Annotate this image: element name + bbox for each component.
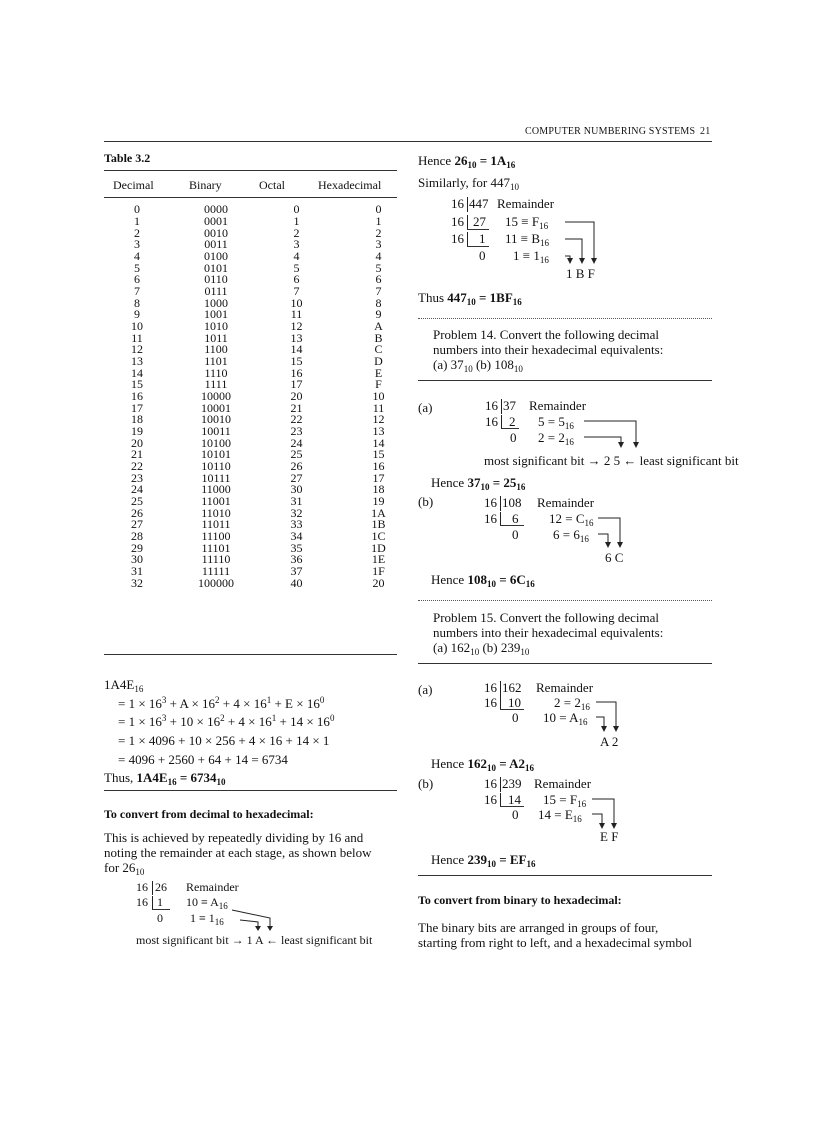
cell-octal: 26	[290, 459, 303, 474]
cell-hex: E	[374, 365, 383, 380]
cell-octal: 11	[290, 307, 303, 322]
cell-binary: 1010	[204, 319, 228, 334]
problem15-bottom-rule	[418, 663, 712, 664]
cell-octal: 4	[293, 249, 300, 264]
div447-underline-3	[467, 246, 489, 247]
div447-bracket-2	[467, 215, 468, 229]
table-header-decimal: Decimal	[113, 178, 154, 192]
cell-binary: 1001	[204, 307, 228, 322]
cell-hex: 1C	[371, 529, 386, 544]
problem15-line-1: Problem 15. Convert the following decimal	[433, 610, 660, 625]
sol14a-r1-number: 37	[503, 398, 516, 413]
div447-r2-divisor: 16	[451, 214, 464, 229]
cell-decimal: 7	[134, 284, 140, 299]
cell-binary: 10000	[201, 389, 231, 404]
cell-binary: 0011	[204, 237, 228, 252]
cell-hex: 8	[375, 295, 382, 310]
table-bottom-rule	[104, 654, 397, 655]
cell-binary: 11110	[201, 552, 231, 567]
cell-decimal: 28	[131, 529, 143, 544]
cell-hex: 0	[375, 202, 382, 217]
expr-line-1: = $1 \times 16^3 + A \times 16^2 + 4 \times 16^1 + E \times 16^0$	[118, 695, 325, 711]
cell-octal: 22	[290, 412, 303, 427]
sol15a-hence: Hence $162_{10} = A2_{16}$	[431, 756, 535, 773]
sol14b-r1-divisor: 16	[484, 495, 497, 510]
cell-binary: 10010	[201, 412, 231, 427]
sol14b-label: (b)	[418, 494, 434, 509]
div447-r4-remainder: $1 \equiv 1_{16}$	[513, 248, 549, 265]
cell-binary: 0101	[204, 260, 228, 275]
cell-hex: 10	[372, 389, 385, 404]
div26-r2-divisor: 16	[136, 895, 148, 909]
sol14a-bracket-1	[501, 399, 502, 414]
cell-octal: 2	[293, 225, 300, 240]
table-header-octal: Octal	[259, 178, 285, 192]
sol14a-msb-text: most significant bit → 2 5 ← least significant bit	[484, 453, 739, 468]
cell-decimal: 23	[131, 470, 143, 485]
cell-decimal: 10	[131, 319, 143, 334]
cell-binary: 11001	[201, 494, 231, 509]
cell-binary: 11111	[201, 564, 231, 579]
cell-binary: 11010	[201, 505, 231, 520]
cell-decimal: 29	[131, 540, 143, 555]
table-top-rule	[104, 170, 397, 171]
cell-decimal: 11	[131, 330, 143, 345]
sol15b-label: (b)	[418, 776, 434, 791]
div26-r3-remainder: $1 \equiv 1_{16}$	[190, 911, 224, 927]
cell-hex: D	[374, 354, 383, 369]
cell-hex: 1A	[371, 505, 386, 520]
cell-octal: 15	[290, 354, 303, 369]
cell-decimal: 16	[131, 389, 143, 404]
cell-binary: 100000	[198, 575, 234, 590]
cell-octal: 33	[290, 517, 303, 532]
sol15b-remainder-label: Remainder	[534, 776, 592, 791]
div26-r1-number: 26	[155, 880, 167, 894]
cell-hex: 4	[375, 249, 382, 264]
cell-decimal: 3	[134, 237, 140, 252]
cell-octal: 10	[290, 295, 303, 310]
cell-octal: 37	[290, 564, 303, 579]
cell-decimal: 2	[134, 225, 140, 240]
cell-octal: 17	[290, 377, 303, 392]
cell-hex: 17	[372, 470, 385, 485]
cell-hex: 11	[372, 400, 385, 415]
cell-binary: 1011	[204, 330, 228, 345]
div447-r4-number: 0	[479, 248, 486, 263]
sol14b-remainder-label: Remainder	[537, 495, 595, 510]
div26-r3-number: 0	[157, 911, 163, 925]
cell-hex: 16	[372, 459, 385, 474]
problem14-bottom-rule	[418, 380, 712, 381]
sol15a-label: (a)	[418, 682, 433, 697]
div26-arrows	[228, 900, 278, 934]
problem14-line-3: (a) $37_{10}$ (b) $108_{10}$	[433, 357, 523, 374]
sol14a-r3-number: 0	[510, 430, 517, 445]
sol15a-bracket-2	[500, 696, 501, 709]
cell-hex: 18	[372, 482, 385, 497]
div447-r3-number: 1	[479, 231, 486, 246]
cell-octal: 3	[293, 237, 300, 252]
sol14b-r2-divisor: 16	[484, 511, 497, 526]
cell-decimal: 14	[131, 365, 143, 380]
cell-binary: 0100	[204, 249, 228, 264]
thus-447: Thus $447_{10} = 1BF_{16}$	[418, 290, 522, 307]
cell-decimal: 24	[131, 482, 143, 497]
cell-hex: 9	[375, 307, 382, 322]
sol15a-r2-remainder: $2 = 2_{16}$	[554, 695, 590, 712]
cell-hex: 7	[375, 284, 382, 299]
cell-hex: 1	[375, 214, 382, 228]
sol14b-arrows	[596, 513, 626, 551]
table-caption: Table 3.2	[104, 151, 151, 165]
problem14-line-1: Problem 14. Convert the following decimal	[433, 327, 660, 342]
div26-msb-text: most significant bit → 1 A ← least significant bit	[136, 933, 373, 947]
cell-binary: 1110	[204, 365, 228, 380]
cell-binary: 0110	[204, 272, 228, 287]
cell-hex: 1F	[372, 564, 385, 579]
cell-decimal: 21	[131, 447, 143, 462]
cell-decimal: 1	[134, 214, 140, 228]
cell-decimal: 6	[134, 272, 140, 287]
div447-bracket-1	[467, 197, 468, 212]
sol14a-r2-remainder: $5 = 5_{16}$	[538, 414, 574, 431]
sol15a-bracket-1	[500, 681, 501, 696]
cell-octal: 36	[290, 552, 303, 567]
cell-binary: 1101	[204, 354, 228, 369]
div447-remainder-label: Remainder	[497, 196, 555, 211]
cell-binary: 11101	[201, 540, 231, 555]
para2-line-1: The binary bits are arranged in groups of four,	[418, 920, 659, 935]
cell-octal: 32	[290, 505, 303, 520]
cell-decimal: 8	[134, 295, 140, 310]
sol15a-r1-divisor: 16	[484, 680, 497, 695]
cell-decimal: 32	[131, 575, 143, 590]
problem14-line-2: numbers into their hexadecimal equivalents:	[433, 342, 664, 357]
sol14b-result: 6 C	[605, 550, 624, 565]
div447-r1-divisor: 16	[451, 196, 464, 211]
div447-r1-number: 447	[469, 196, 489, 211]
cell-binary: 1100	[204, 342, 228, 357]
cell-hex: 20	[372, 575, 385, 590]
cell-hex: 2	[375, 225, 382, 240]
cell-octal: 25	[290, 447, 303, 462]
sol15b-bracket-1	[500, 777, 501, 792]
cell-octal: 21	[290, 400, 303, 415]
cell-hex: 5	[375, 260, 382, 275]
sol14a-label: (a)	[418, 400, 433, 415]
expr-line-3: = 1 × 4096 + 10 × 256 + 4 × 16 + 14 × 1	[118, 733, 330, 748]
sol15b-hence: Hence $239_{10} = EF_{16}$	[431, 852, 536, 869]
heading-dec-to-hex: To convert from decimal to hexadecimal:	[104, 807, 314, 821]
problem15-top-rule	[418, 600, 712, 601]
cell-decimal: 26	[131, 505, 143, 520]
header-rule	[104, 141, 712, 142]
cell-binary: 0010	[204, 225, 228, 240]
cell-decimal: 17	[131, 400, 143, 415]
sol14b-r3-number: 0	[512, 527, 519, 542]
sol14a-arrows	[580, 416, 640, 452]
cell-binary: 1000	[204, 295, 228, 310]
page-number: 21	[700, 126, 711, 137]
sol14b-r1-number: 108	[502, 495, 522, 510]
cell-octal: 35	[290, 540, 303, 555]
cell-binary: 10101	[201, 447, 231, 462]
cell-hex: 6	[375, 272, 382, 287]
div26-r2-remainder: $10 \equiv A_{16}$	[186, 895, 228, 911]
cell-binary: 1111	[204, 377, 228, 392]
div447-r2-number: 27	[473, 214, 486, 229]
sol14b-r2-remainder: $12 = C_{16}$	[549, 511, 594, 528]
cell-octal: 6	[293, 272, 300, 287]
sol15a-r2-number: 10	[508, 695, 521, 710]
cell-hex: 19	[372, 494, 385, 509]
sol15b-r3-remainder: $14 = E_{16}$	[538, 807, 582, 824]
div447-r3-divisor: 16	[451, 231, 464, 246]
cell-hex: 15	[372, 447, 385, 462]
sol14b-hence: Hence $108_{10} = 6C_{16}$	[431, 572, 535, 589]
para-line-3: for $26_{10}$	[104, 860, 145, 877]
sol15a-arrows	[594, 697, 624, 735]
div447-underline-2	[467, 229, 489, 230]
sol14b-r3-remainder: $6 = 6_{16}$	[553, 527, 589, 544]
para-line-2: noting the remainder at each stage, as shown below	[104, 845, 372, 860]
similarly-447: Similarly, for $447_{10}$	[418, 175, 519, 192]
cell-binary: 10011	[201, 424, 231, 439]
cell-decimal: 15	[131, 377, 143, 392]
div26-bracket-1	[152, 881, 153, 895]
cell-decimal: 12	[131, 342, 143, 357]
cell-hex: 1D	[371, 540, 386, 555]
cell-octal: 27	[290, 470, 303, 485]
div447-r3-remainder: $11 \equiv B_{16}$	[505, 231, 550, 248]
cell-hex: 14	[372, 435, 385, 450]
div447-result: 1 B F	[566, 266, 595, 281]
cell-octal: 16	[290, 365, 303, 380]
cell-binary: 10100	[201, 435, 231, 450]
div26-r1-divisor: 16	[136, 880, 148, 894]
sol14b-r2-number: 6	[512, 511, 519, 526]
expr-title: $1A4E_{16}$	[104, 677, 144, 694]
cell-binary: 0111	[204, 284, 228, 299]
hence-26: Hence $26_{10} = 1A_{16}$	[418, 153, 516, 170]
sol15b-bracket-2	[500, 793, 501, 806]
conversion-table	[104, 204, 426, 589]
cell-decimal: 13	[131, 354, 143, 369]
heading-bin-to-hex: To convert from binary to hexadecimal:	[418, 893, 622, 907]
cell-decimal: 4	[134, 249, 140, 264]
sol14b-bracket-2	[500, 512, 501, 525]
para-line-1: This is achieved by repeatedly dividing by 16 and	[104, 830, 364, 845]
sol15b-r1-number: 239	[502, 776, 522, 791]
sol15b-r2-divisor: 16	[484, 792, 497, 807]
sol15b-r2-number: 14	[508, 792, 521, 807]
cell-binary: 10110	[201, 459, 231, 474]
cell-octal: 34	[290, 529, 303, 544]
cell-octal: 14	[290, 342, 303, 357]
sol15b-r1-divisor: 16	[484, 776, 497, 791]
expr-line-2: = $1 \times 16^3 + 10 \times 16^2 + 4 \times 16^1 + 14 \times 16^0$	[118, 713, 335, 729]
div26-remainder-label: Remainder	[186, 880, 239, 894]
cell-octal: 7	[293, 284, 300, 299]
cell-hex: F	[375, 377, 382, 392]
sol15b-arrows	[590, 794, 620, 832]
section-rule-left	[104, 790, 397, 791]
sol14a-hence: Hence $37_{10} = 25_{16}$	[431, 475, 526, 492]
sol15a-r1-number: 162	[502, 680, 522, 695]
sol15a-r3-remainder: $10 = A_{16}$	[543, 710, 588, 727]
cell-binary: 10001	[201, 400, 231, 415]
table-header-rule	[104, 197, 397, 198]
sol14a-remainder-label: Remainder	[529, 398, 587, 413]
expr-result: Thus, $1A4E_{16} = 6734_{10}$	[104, 770, 226, 787]
cell-decimal: 25	[131, 494, 143, 509]
section-rule-right	[418, 875, 712, 876]
table-header-hexadecimal: Hexadecimal	[318, 178, 382, 192]
div26-bracket-2	[152, 896, 153, 909]
cell-decimal: 20	[131, 435, 143, 450]
sol14a-r2-divisor: 16	[485, 414, 498, 429]
table-row	[104, 578, 426, 590]
para2-line-2: starting from right to left, and a hexadecimal symbol	[418, 935, 693, 950]
cell-binary: 11011	[201, 517, 231, 532]
sol15b-result: E F	[600, 829, 619, 844]
sol15a-r3-number: 0	[512, 710, 519, 725]
cell-decimal: 5	[134, 260, 140, 275]
sol14b-bracket-1	[500, 496, 501, 511]
cell-octal: 20	[290, 389, 303, 404]
div447-r2-remainder: $15 \equiv F_{16}$	[505, 214, 549, 231]
sol15b-r3-number: 0	[512, 807, 519, 822]
div447-arrows	[555, 218, 605, 270]
sol14a-bracket-2	[501, 415, 502, 428]
sol15a-result: A 2	[600, 734, 619, 749]
sol15a-remainder-label: Remainder	[536, 680, 594, 695]
cell-decimal: 22	[131, 459, 143, 474]
cell-decimal: 18	[131, 412, 143, 427]
sol14a-r1-divisor: 16	[485, 398, 498, 413]
problem15-line-3: (a) $162_{10}$ (b) $239_{10}$	[433, 640, 530, 657]
cell-decimal: 30	[131, 552, 143, 567]
cell-hex: 3	[375, 237, 382, 252]
cell-octal: 1	[293, 214, 300, 228]
sol15b-r2-remainder: $15 = F_{16}$	[543, 792, 587, 809]
problem15-line-2: numbers into their hexadecimal equivalents:	[433, 625, 664, 640]
cell-decimal: 0	[134, 202, 140, 217]
div26-r2-number: 1	[157, 895, 163, 909]
cell-octal: 31	[290, 494, 303, 509]
cell-hex: 1B	[371, 517, 386, 532]
cell-binary: 11000	[201, 482, 231, 497]
cell-binary: 11100	[201, 529, 231, 544]
sol14a-r3-remainder: $2 = 2_{16}$	[538, 430, 574, 447]
cell-decimal: 31	[131, 564, 143, 579]
sol15a-r2-divisor: 16	[484, 695, 497, 710]
sol14a-r2-number: 2	[509, 414, 516, 429]
cell-octal: 12	[290, 319, 303, 334]
table-header-binary: Binary	[189, 178, 222, 192]
cell-hex: A	[374, 319, 383, 334]
cell-hex: 1E	[371, 552, 386, 567]
cell-hex: 13	[372, 424, 385, 439]
cell-binary: 0000	[204, 202, 228, 217]
cell-octal: 23	[290, 424, 303, 439]
cell-octal: 24	[290, 435, 303, 450]
cell-binary: 10111	[201, 470, 231, 485]
cell-octal: 40	[290, 575, 303, 590]
cell-hex: B	[374, 330, 383, 345]
cell-decimal: 9	[134, 307, 140, 322]
problem14-top-rule	[418, 318, 712, 319]
running-head-title: COMPUTER NUMBERING SYSTEMS	[525, 126, 696, 137]
expr-line-4: = 4096 + 2560 + 64 + 14 = 6734	[118, 752, 288, 767]
cell-binary: 0001	[204, 214, 228, 228]
cell-octal: 0	[293, 202, 300, 217]
cell-octal: 13	[290, 330, 303, 345]
cell-hex: 12	[372, 412, 385, 427]
div447-bracket-3	[467, 232, 468, 246]
cell-hex: C	[374, 342, 383, 357]
cell-decimal: 27	[131, 517, 143, 532]
cell-octal: 5	[293, 260, 300, 275]
cell-decimal: 19	[131, 424, 143, 439]
cell-octal: 30	[290, 482, 303, 497]
